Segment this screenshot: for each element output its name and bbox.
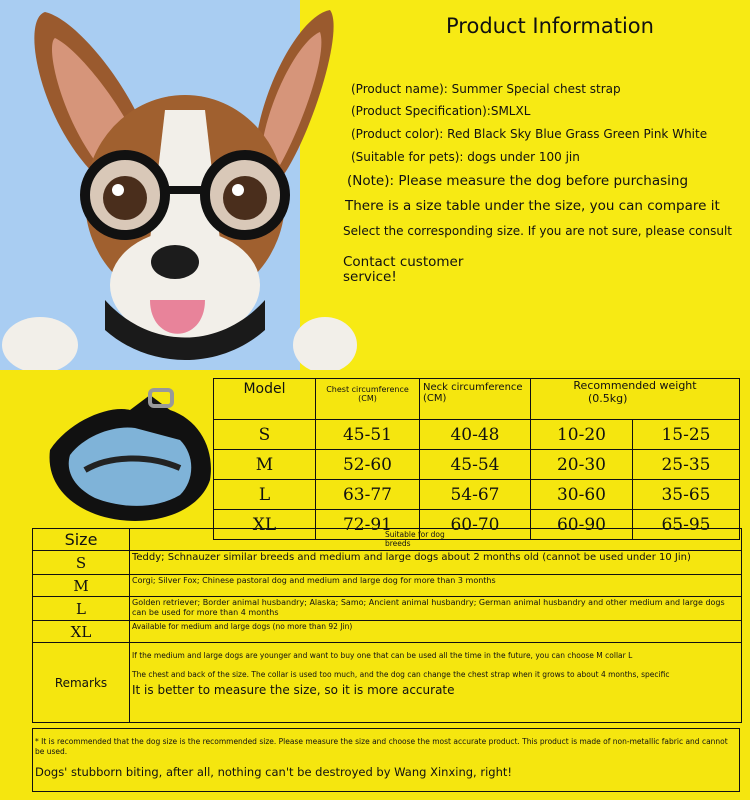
table-row: M 52-60 45-54 20-30 25-35 [214, 450, 740, 480]
contact-text-2: service! [343, 269, 397, 285]
product-spec: (Product Specification):SMLXL [351, 104, 531, 118]
header-weight: Recommended weight (0.5kg) [531, 379, 740, 420]
table-row: S Teddy; Schnauzer similar breeds and medium and large dogs about 2 months old (cannot be used under 10 Jin) [33, 551, 742, 575]
remarks-row: Remarks If the medium and large dogs are younger and want to buy one that can be used all the time in the future, you can choose M collar L The chest and back of the size. The collar is used too much, and the dog can change the chest strap when it grows to about 4 months, specific It is better to measure the size, so it is more accurate [33, 643, 742, 723]
header-model: Model [214, 379, 316, 420]
table-row: L 63-77 54-67 30-60 35-65 [214, 480, 740, 510]
header-neck: Neck circumference (CM) [420, 379, 531, 420]
table-row: XL 72-91 60-70 60-90 65-95 [214, 510, 740, 540]
select-size-text: Select the corresponding size. If you are not sure, please consult [343, 224, 733, 238]
size-table-hint: There is a size table under the size, you can compare it [345, 198, 720, 214]
harness-photo [30, 380, 220, 530]
breed-guide-table [32, 528, 742, 723]
product-name: (Product name): Summer Special chest strap [351, 82, 621, 96]
product-color: (Product color): Red Black Sky Blue Grass Green Pink White [351, 127, 708, 141]
footer-big-text: Dogs' stubborn biting, after all, nothing can't be destroyed by Wang Xinxing, right! [35, 765, 512, 779]
table-row: M Corgi; Silver Fox; Chinese pastoral dog and medium and large dog for more than 3 months [33, 575, 742, 597]
footer-note [32, 728, 740, 792]
header-chest: Chest circumference (CM) [316, 379, 420, 420]
dog-photo [0, 0, 360, 370]
page-title: Product Information [446, 14, 654, 38]
table-row: S 45-51 40-48 10-20 15-25 [214, 420, 740, 450]
table-row: L Golden retriever; Border animal husbandry; Alaska; Samo; Ancient animal husbandry; German animal husbandry and other medium and large dogs can be used for more than 4 months [33, 597, 742, 621]
suitable-pets: (Suitable for pets): dogs under 100 jin [351, 150, 580, 164]
guide-size-header: Size [33, 529, 130, 551]
footer-small-text: * It is recommended that the dog size is the recommended size. Please measure the size and choose the most accurate product. This product is made of non-metallic fabric and cannot be used. [35, 737, 728, 756]
contact-text-1: Contact customer [343, 254, 464, 270]
table-row: XL Available for medium and large dogs (no more than 92 Jin) [33, 621, 742, 643]
note-text: (Note): Please measure the dog before purchasing [347, 173, 689, 189]
size-table [213, 378, 740, 540]
guide-breeds-header: Suitable for dog breeds [130, 529, 742, 551]
